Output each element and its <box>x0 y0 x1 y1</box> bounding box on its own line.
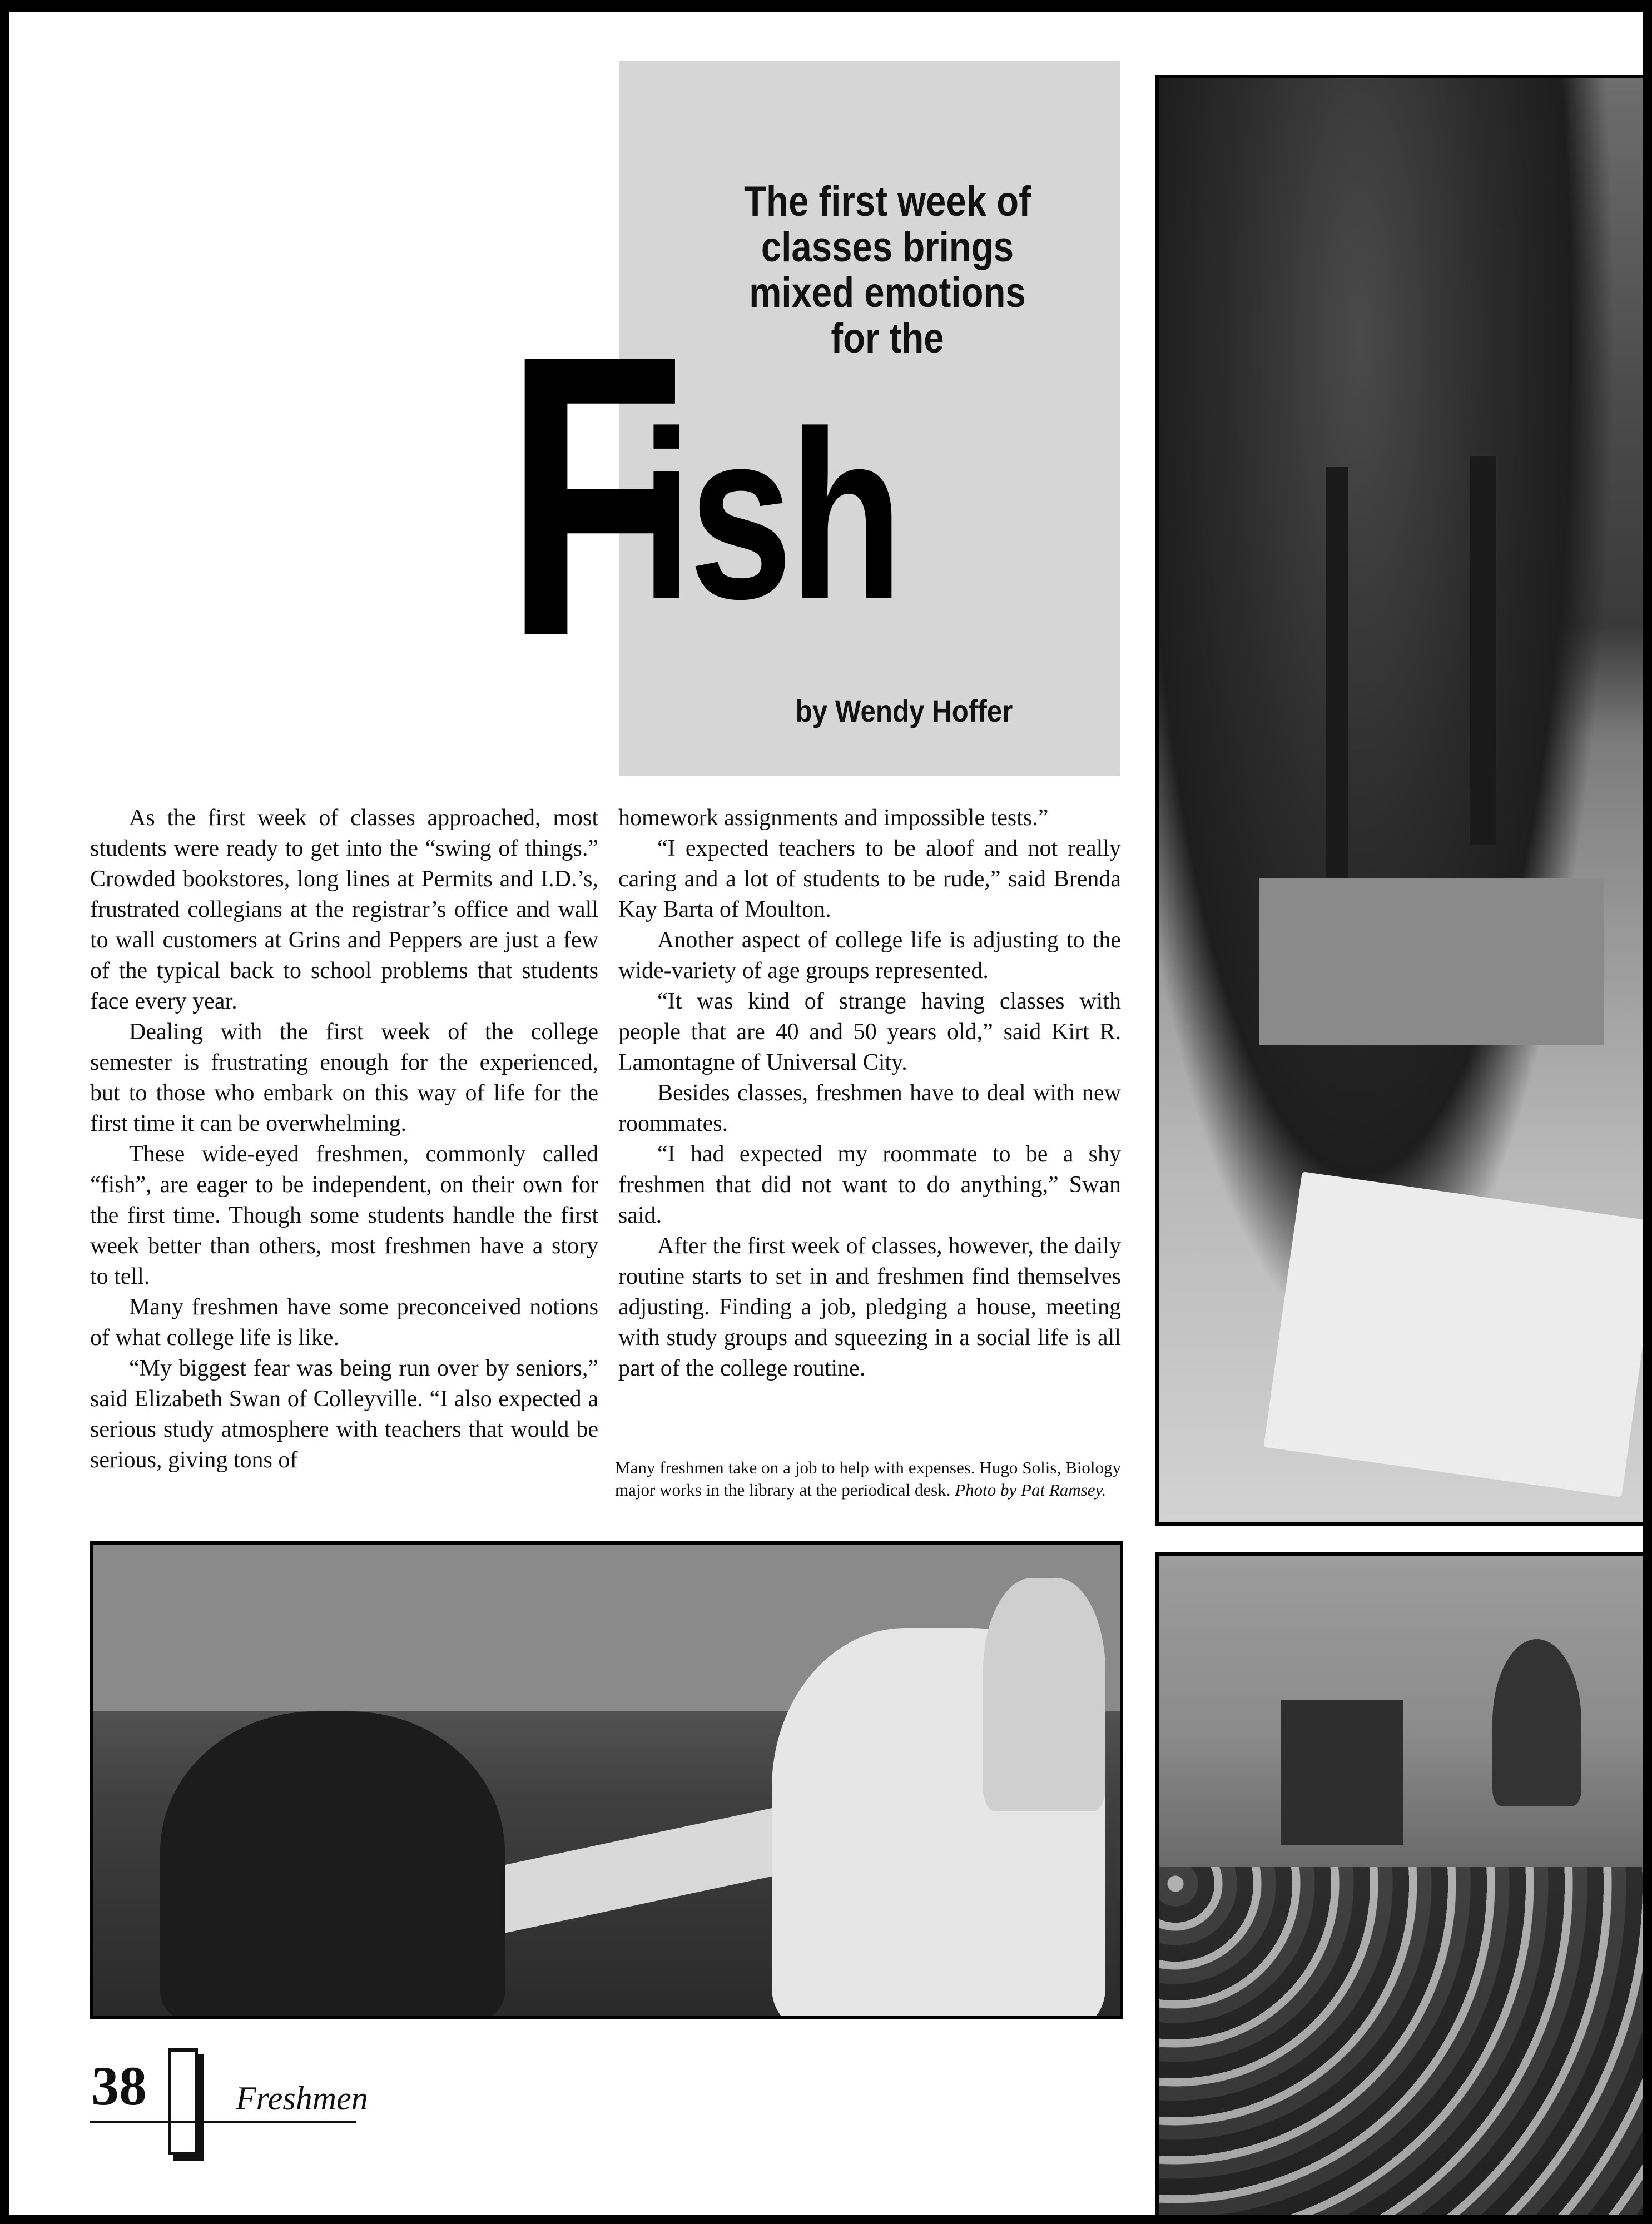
subhead-line: mixed emotions <box>749 269 1026 316</box>
photo-library-desk <box>90 1541 1123 2019</box>
subhead-line: The first week of <box>744 178 1031 225</box>
paragraph: Besides classes, freshmen have to deal with new roommates. <box>618 1080 1121 1136</box>
paragraph-continuation: homework assignments and impossible tests.” <box>618 805 1049 831</box>
paragraph: “I had expected my roommate to be a shy freshmen that did not want to do anything,” Swan said. <box>618 1141 1121 1228</box>
paragraph: “It was kind of strange having classes with people that are 40 and 50 years old,” said Kirt R. Lamontagne of Universal City. <box>618 989 1121 1075</box>
tree-trunk <box>1326 467 1348 890</box>
paragraph: “My biggest fear was being run over by seniors,” said Elizabeth Swan of Colleyville. “I also expected a serious study atmosphere with teachers that would be serious, giving tons of <box>90 1356 598 1473</box>
photo-campus-courtyard <box>1155 75 1643 1526</box>
caption-text: Many freshmen take on a job to help with expenses. Hugo Solis, Biology major works in the library at the periodical desk. <box>615 1458 1121 1500</box>
subhead-line: classes brings <box>761 224 1014 271</box>
title-initial-letter: F <box>505 272 686 719</box>
article-subhead <box>706 179 1069 361</box>
subhead-line: for the <box>831 315 944 362</box>
clerk-cap <box>160 1711 505 2019</box>
folio-tab <box>168 2048 198 2155</box>
paragraph: These wide-eyed freshmen, commonly called “fish”, are eager to be independent, on their own for the first time. Though some students handle the first week better than others, most freshmen have a story to tell. <box>90 1141 598 1289</box>
paragraph: Many freshmen have some preconceived notions of what college life is like. <box>90 1294 598 1351</box>
paragraph: “I expected teachers to be aloof and not really caring and a lot of students to be rude,” said Brenda Kay Barta of Moulton. <box>618 836 1121 922</box>
article-column-2 <box>618 803 1121 1384</box>
article-column-1 <box>90 803 598 1476</box>
section-name: Freshmen <box>236 2080 368 2117</box>
paragraph: After the first week of classes, however, the daily routine starts to set in and freshmen find themselves adjusting. Finding a job, pledging a house, meeting with study groups and squeezing in a social life is all part of the college routine. <box>618 1233 1121 1381</box>
yearbook-page <box>9 12 1643 2215</box>
page-number: 38 <box>91 2055 147 2117</box>
photo-caption <box>615 1457 1121 1501</box>
brick-wall <box>1259 878 1604 1045</box>
paragraph: Dealing with the first week of the college semester is frustrating enough for the experienced, but to those who embark on this way of life for the first time it can be overwhelming. <box>90 1019 598 1136</box>
paragraph: As the first week of classes approached, most students were ready to get into the “swing of things.” Crowded bookstores, long lines at Permits and I.D.’s, frustrated collegians at the registrar’s office and wall to wall customers at Grins and Peppers are just a few of the typical back to school problems that students face every year. <box>90 805 598 1014</box>
background-person <box>983 1578 1105 1811</box>
audience <box>1159 1867 1643 2215</box>
podium <box>1281 1700 1403 1845</box>
folio-rule <box>90 2121 356 2123</box>
title-remainder: ish <box>641 382 900 649</box>
photo-credit: Photo by Pat Ramsey. <box>955 1480 1107 1500</box>
tree-trunk <box>1470 456 1496 845</box>
article-byline: by Wendy Hoffer <box>795 693 1013 728</box>
photo-lecture-hall <box>1155 1552 1643 2215</box>
paragraph: Another aspect of college life is adjusting to the wide-variety of age groups represented. <box>618 927 1121 984</box>
held-paper <box>1263 1171 1643 1497</box>
potted-plant <box>1492 1639 1581 1806</box>
